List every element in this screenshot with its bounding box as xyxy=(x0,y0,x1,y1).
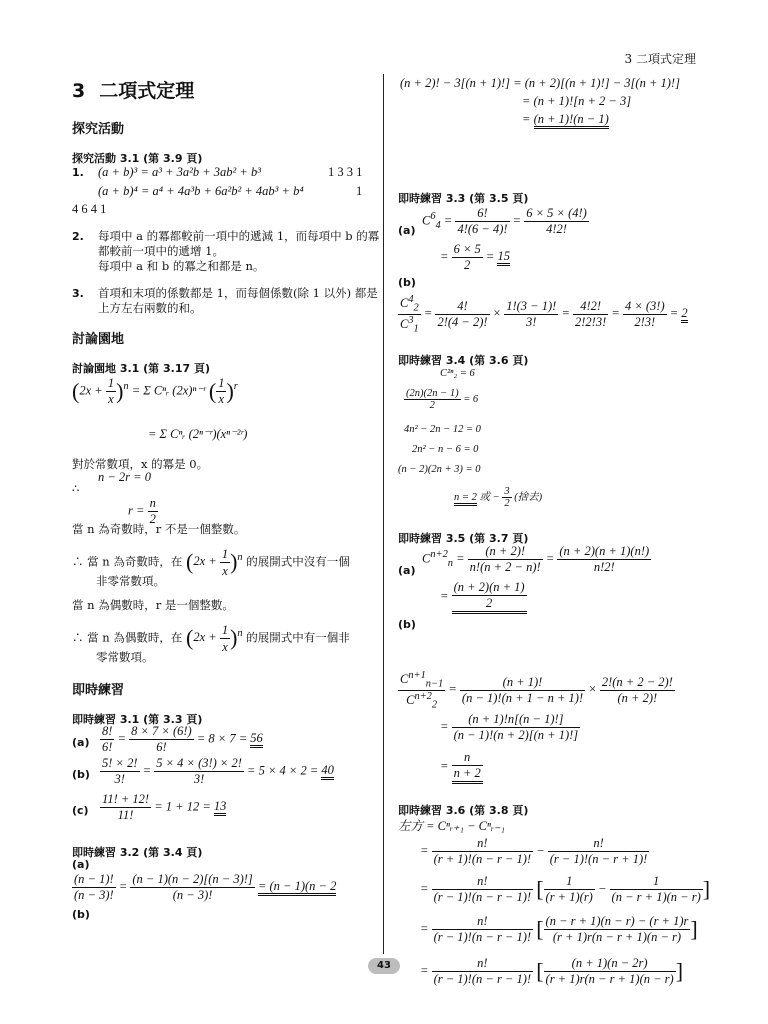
top-line-3: = (n + 1)!(n − 1) xyxy=(522,112,609,127)
p33b-eq: $\frac{C^4_2}{C^3_1}$ = $\frac{4!}{2!(4 - 2)!}$ × $\frac{1!(3 - 1)!}{3!}$ = $\frac{4!2!}{2!2!3!}$ = $\frac{4 \times (3!)}{2!3!}$ = 2 xyxy=(400,294,688,335)
p35a-eq2: = $\frac{(n + 2)(n + 1)}{2}$ xyxy=(440,580,527,614)
chapter-title-text: 二項式定理 xyxy=(99,80,195,102)
p32b-label: (b) xyxy=(72,908,90,921)
p32-ref: 即時練習 3.2 (第 3.4 頁) xyxy=(72,846,203,859)
p31-ref: 即時練習 3.1 (第 3.3 頁) xyxy=(72,713,203,726)
p34-ref: 即時練習 3.4 (第 3.6 頁) xyxy=(398,354,529,367)
p36-eq1: = $\frac{n!}{(r + 1)!(n - r - 1)!}$ − $\frac{n!}{(r - 1)!(n - r + 1)!}$ xyxy=(420,836,648,866)
q1-coef2b: 4 6 4 1 xyxy=(72,202,107,216)
discuss-constant-text: 對於常數項，x 的冪是 0。 xyxy=(72,457,209,471)
p33b-label: (b) xyxy=(398,276,416,289)
p33a-eq2: = $\frac{6 \times 5}{2}$ = 15 xyxy=(440,242,510,272)
discuss-odd-4: 非零常數項。 xyxy=(96,574,165,588)
p31c-answer: 13 xyxy=(214,799,227,816)
discuss-even-4: 零常數項。 xyxy=(96,650,154,664)
p31c-eq: $\frac{11! + 12!}{11!}$ = 1 + 12 = 13 xyxy=(102,792,227,822)
p33-ref: 即時練習 3.3 (第 3.5 頁) xyxy=(398,192,529,205)
p34-line-3: 4n² − 2n − 12 = 0 xyxy=(404,424,481,435)
discuss-eq-1: n − 2r = 0 xyxy=(98,470,151,484)
page-number: 43 xyxy=(368,958,400,974)
discuss-eq-2: r = $\frac{n}{2}$ xyxy=(128,496,156,526)
p35b-eq2: = $\frac{(n + 1)!n[(n - 1)!]}{(n - 1)!(n + 2)[(n + 1)!]}$ xyxy=(440,712,579,742)
q2-text-3: 每項中 a 和 b 的冪之和都是 n。 xyxy=(98,259,265,273)
p33a-answer: 15 xyxy=(497,249,510,266)
p36-eq4: = $\frac{n!}{(r - 1)!(n - r - 1)!}$ [ $\frac{(n + 1)(n - 2r)}{(r + 1)r(n - r + 1)(n - r)}$ ] xyxy=(420,956,684,986)
p35a-label: (a) xyxy=(398,564,416,577)
practice-heading: 即時練習 xyxy=(72,683,125,698)
p35b-eq1: $\frac{C^{n+1}_{n-1}}{C^{n+2}_2}$ = $\frac{(n + 1)!}{(n - 1)!(n + 1 - n + 1)!}$ × $\frac{2!(n + 2 - 2)!}{(n + 2)!}$ xyxy=(400,670,673,711)
q1-label: 1. xyxy=(72,166,84,179)
p31c-label: (c) xyxy=(72,804,89,817)
p33b-answer: 2 xyxy=(681,306,687,323)
discuss-ref: 討論園地 3.1 (第 3.17 頁) xyxy=(72,362,210,375)
discuss-even: 當 n 為偶數時，r 是一個整數。 xyxy=(72,598,234,612)
p34-line-5: (n − 2)(2n + 3) = 0 xyxy=(398,464,481,475)
p31a-eq: $\frac{8!}{6!}$ = $\frac{8 \times 7 \times (6!)}{6!}$ = 8 × 7 = 56 xyxy=(102,724,263,754)
explore-ref: 探究活動 3.1 (第 3.9 頁) xyxy=(72,152,203,165)
p35b-eq3: = $\frac{n}{n + 2}$ xyxy=(440,750,483,784)
p31a-label: (a) xyxy=(72,736,90,749)
p31b-answer: 40 xyxy=(321,763,334,780)
chapter-number: 3 xyxy=(72,80,86,102)
discuss-even-2: ∴ 當 n 為偶數時，在 (2x + $\frac{1}{x}$ )$^n$ 的展開式中有一個非 xyxy=(72,623,350,654)
discuss-heading: 討論園地 xyxy=(72,332,125,347)
discuss-odd: 當 n 為奇數時，r 不是一個整數。 xyxy=(72,522,246,536)
p34-line-2: $\frac{(2n)(2n - 1)}{2}$ = 6 xyxy=(406,388,479,411)
column-divider xyxy=(383,74,384,954)
p31b-eq: $\frac{5! \times 2!}{3!}$ = $\frac{5 \times 4 \times (3!) \times 2!}{3!}$ = 5 × 4 × 2 = 40 xyxy=(102,756,334,786)
q1-line2: (a + b)⁴ = a⁴ + 4a³b + 6a²b² + 4ab³ + b⁴ xyxy=(98,184,304,198)
p36-eq2: = $\frac{n!}{(r - 1)!(n - r - 1)!}$ [ $\frac{1}{(r + 1)(r)}$ − $\frac{1}{(n - r + 1)(n - r)}$ ] xyxy=(420,874,711,904)
p33a-label: (a) xyxy=(398,224,416,237)
discuss-expansion-1: (2x + $\frac{1}{x}$ )$^n$ = Σ Cⁿᵣ (2x)ⁿ⁻ʳ ( $\frac{1}{x}$ )$^r$ xyxy=(72,376,238,406)
q2-label: 2. xyxy=(72,230,84,243)
p35-ref: 即時練習 3.5 (第 3.7 頁) xyxy=(398,532,529,545)
p31b-label: (b) xyxy=(72,768,90,781)
p34-line-6: n = 2 或 − $\frac{3}{2}$ (捨去) xyxy=(454,486,543,509)
p32a-label: (a) xyxy=(72,858,90,871)
p36-ref: 即時練習 3.6 (第 3.8 頁) xyxy=(398,804,529,817)
discuss-expansion-2: = Σ Cⁿᵣ (2ⁿ⁻ʳ)(xⁿ⁻²ʳ) xyxy=(148,427,248,441)
therefore-symbol: ∴ xyxy=(72,481,80,495)
q3-label: 3. xyxy=(72,287,84,300)
top-line-2: = (n + 1)![n + 2 − 3] xyxy=(522,94,632,108)
p35b-label: (b) xyxy=(398,618,416,631)
q3-text-2: 上方左右兩數的和。 xyxy=(98,301,202,315)
q1-coef2a: 1 xyxy=(356,184,363,198)
p34-line-1: C²ⁿ₂ = 6 xyxy=(440,368,475,379)
discuss-odd-2: ∴ 當 n 為奇數時，在 (2x + $\frac{1}{x}$ )$^n$ 的展開式中沒有一個 xyxy=(72,547,350,578)
q3-text-1: 首項和末項的係數都是 1，而每個係數(除 1 以外) 都是 xyxy=(98,286,378,300)
p36-lhs: 左方 = Cⁿᵣ₊₁ − Cⁿᵣ₋₁ xyxy=(398,819,505,833)
q1-line1: (a + b)³ = a³ + 3a²b + 3ab² + b³ xyxy=(98,165,261,179)
p33a-eq1: $C^6_4$ = $\frac{6!}{4!(6 - 4)!}$ = $\frac{6 \times 5 \times (4!)}{4!2!}$ xyxy=(422,206,587,236)
q2-text-2: 都較前一項中的遞增 1。 xyxy=(98,244,224,258)
p31a-answer: 56 xyxy=(250,731,263,748)
explore-heading: 探究活動 xyxy=(72,122,125,137)
p32a-eq: $\frac{(n - 1)!}{(n - 3)!}$ = $\frac{(n - 1)(n - 2)[(n - 3)!]}{(n - 3)!}$ = (n − 1)(n − 2 xyxy=(74,872,337,902)
chapter-header: 3 二項式定理 xyxy=(624,52,696,66)
top-line-1: (n + 2)! − 3[(n + 1)!] = (n + 2)[(n + 1)!] − 3[(n + 1)!] xyxy=(400,76,680,90)
p34-line-4: 2n² − n − 6 = 0 xyxy=(412,444,479,455)
p36-eq3: = $\frac{n!}{(r - 1)!(n - r - 1)!}$ [ $\frac{(n - r + 1)(n - r) - (r + 1)r}{(r + 1)r(n - r + 1)(n - r)}$ ] xyxy=(420,914,698,944)
chapter-title xyxy=(72,76,194,103)
q1-coef1: 1 3 3 1 xyxy=(328,165,363,179)
p35a-eq1: $C^{n+2}_n$ = $\frac{(n + 2)!}{n!(n + 2 - n)!}$ = $\frac{(n + 2)(n + 1)(n!)}{n!2!}$ xyxy=(422,544,650,574)
q2-text-1: 每項中 a 的冪都較前一項中的遞減 1，而每項中 b 的冪 xyxy=(98,229,380,243)
